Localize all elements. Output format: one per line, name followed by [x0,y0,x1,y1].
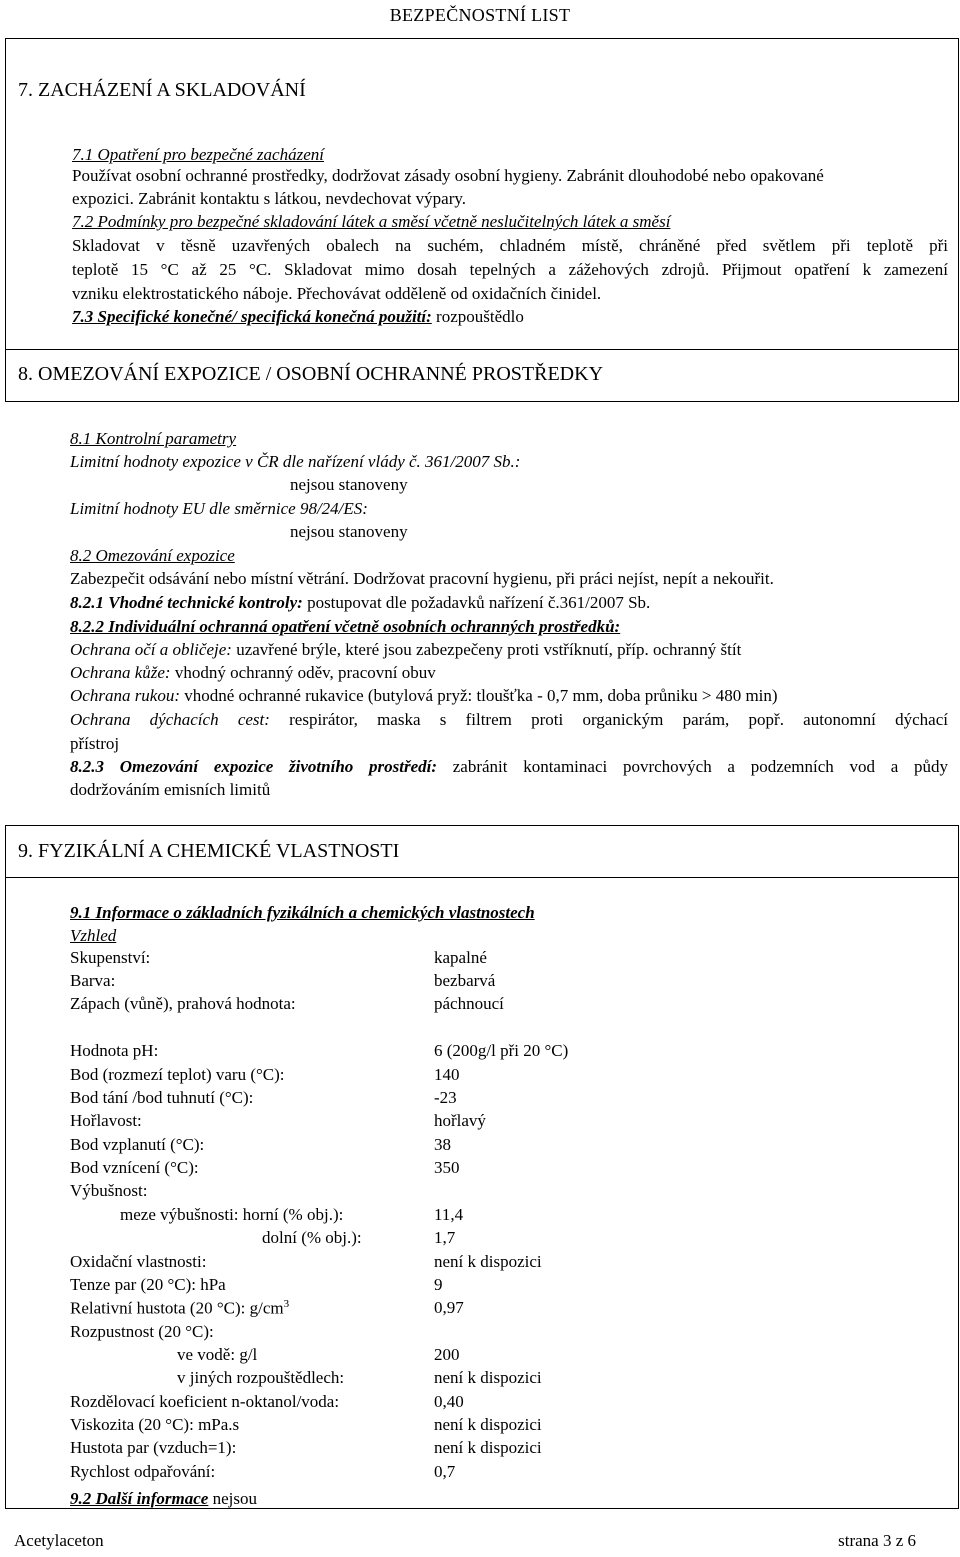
subsection-7-3-heading: 7.3 Specifické konečné/ specifická konečná použití: rozpouštědlo [72,307,524,326]
respiratory-protection: Ochrana dýchacích cest: respirátor, maska s filtrem proti organickým parám, popř. autonomní dýchací [70,710,948,729]
section-8-title: 8. OMEZOVÁNÍ EXPOZICE / OSOBNÍ OCHRANNÉ PROSTŘEDKY [18,363,604,385]
subsection-8-2-3-cont: dodržováním emisních limitů [70,780,271,799]
property-value: 38 [434,1135,451,1154]
property-name: Viskozita (20 °C): mPa.s [70,1415,240,1434]
limits-cr-label: Limitní hodnoty expozice v ČR dle nařízení vlády č. 361/2007 Sb.: [70,452,521,471]
property-value: 0,40 [434,1392,464,1411]
property-value: hořlavý [434,1111,486,1130]
property-name: Rychlost odpařování: [70,1462,216,1481]
property-value: 1,7 [434,1228,456,1247]
property-name: Bod vznícení (°C): [70,1158,199,1177]
property-name: Skupenství: [70,948,151,967]
property-value: 9 [434,1275,443,1294]
property-name: Bod vzplanutí (°C): [70,1135,205,1154]
property-name: Relativní hustota (20 °C): $g/cm^3$ [70,1298,290,1318]
property-value: není k dispozici [434,1415,542,1434]
limits-eu-label: Limitní hodnoty EU dle směrnice 98/24/ES: [70,499,368,518]
property-name: Bod (rozmezí teplot) varu (°C): [70,1065,285,1084]
section-7-title: 7. ZACHÁZENÍ A SKLADOVÁNÍ [18,79,306,101]
property-name: Rozdělovací koeficient n-oktanol/voda: [70,1392,340,1411]
paragraph: teplotě 15 °C až 25 °C. Skladovat mimo dosah tepelných a zážehových zdrojů. Přijmout opatření k zamezení [72,260,948,279]
property-value: 0,7 [434,1462,456,1481]
section-9-title: 9. FYZIKÁLNÍ A CHEMICKÉ VLASTNOSTI [18,840,400,862]
paragraph: Zabezpečit odsávání nebo místní větrání. Dodržovat pracovní hygienu, při práci nejíst, nepít a nekouřit. [70,569,774,588]
property-name: Barva: [70,971,116,990]
property-name: Oxidační vlastnosti: [70,1252,207,1271]
property-name: v jiných rozpouštědlech: [177,1368,345,1387]
document-header: BEZPEČNOSTNÍ LIST [389,5,571,25]
appearance-heading: Vzhled [70,926,117,945]
paragraph: vzniku elektrostatického náboje. Přechovávat odděleně od oxidačních činidel. [72,284,602,303]
eye-protection: Ochrana očí a obličeje: uzavřené brýle, které jsou zabezpečeny proti vstříknutí, příp. ochranný štít [70,640,742,659]
property-name: Hustota par (vzduch=1): [70,1438,237,1457]
subsection-7-1-heading: 7.1 Opatření pro bezpečné zacházení [72,145,324,164]
property-value: bezbarvá [434,971,496,990]
property-name: Tenze par (20 °C): hPa [70,1275,226,1294]
property-value: 350 [434,1158,460,1177]
paragraph: expozici. Zabránit kontaktu s látkou, nevdechovat výpary. [72,189,467,208]
limits-eu-value: nejsou stanoveny [290,522,408,541]
property-value: páchnoucí [434,994,504,1013]
property-value: -23 [434,1088,457,1107]
property-value: 6 (200g/l při 20 °C) [434,1041,569,1060]
respiratory-protection-cont: přístroj [70,734,120,753]
property-value: 200 [434,1345,460,1364]
property-name: ve vodě: g/l [177,1345,258,1364]
section-9-title-box [5,825,959,878]
property-name: Hodnota pH: [70,1041,159,1060]
property-value: není k dispozici [434,1368,542,1387]
limits-cr-value: nejsou stanoveny [290,475,408,494]
hand-protection: Ochrana rukou: vhodné ochranné rukavice (butylová pryž: tloušťka - 0,7 mm, doba průniku > 480 min) [70,686,778,705]
property-name: Zápach (vůně), prahová hodnota: [70,994,296,1013]
property-name: Hořlavost: [70,1111,142,1130]
subsection-7-2-heading: 7.2 Podmínky pro bezpečné skladování látek a směsí včetně neslučitelných látek a směsí [72,212,671,231]
subsection-8-2-2-heading: 8.2.2 Individuální ochranná opatření včetně osobních ochranných prostředků: [70,617,621,636]
property-value: není k dispozici [434,1252,542,1271]
subsection-9-2: 9.2 Další informace nejsou [70,1489,257,1508]
subsection-8-2-1: 8.2.1 Vhodné technické kontroly: postupovat dle požadavků nařízení č.361/2007 Sb. [70,593,651,612]
footer-page-number: strana 3 z 6 [838,1531,916,1550]
property-value: není k dispozici [434,1438,542,1457]
subsection-8-2-heading: 8.2 Omezování expozice [70,546,235,565]
property-value: kapalné [434,948,487,967]
property-value: 0,97 [434,1298,464,1317]
footer-product-name: Acetylaceton [14,1531,104,1550]
paragraph: Skladovat v těsně uzavřených obalech na suchém, chladném místě, chráněné před světlem při teplotě při [72,236,948,255]
section-7-box [5,38,959,350]
property-name: dolní (% obj.): [262,1228,362,1247]
property-value: 140 [434,1065,460,1084]
property-value: 11,4 [434,1205,464,1224]
property-name: Bod tání /bod tuhnutí (°C): [70,1088,254,1107]
section-8-title-box [5,349,959,402]
paragraph: Používat osobní ochranné prostředky, dodržovat zásady osobní hygieny. Zabránit dlouhodobé nebo opakované [72,166,824,185]
subsection-8-1-heading: 8.1 Kontrolní parametry [70,429,237,448]
property-name: meze výbušnosti: horní (% obj.): [120,1205,344,1224]
property-name: Výbušnost: [70,1181,148,1200]
property-name: Rozpustnost (20 °C): [70,1322,214,1341]
subsection-9-1-heading: 9.1 Informace o základních fyzikálních a chemických vlastnostech [70,903,535,922]
subsection-8-2-3: 8.2.3 Omezování expozice životního prostředí: zabránit kontaminaci povrchových a podzemních vod a půdy [70,757,948,776]
skin-protection: Ochrana kůže: vhodný ochranný oděv, pracovní obuv [70,663,436,682]
